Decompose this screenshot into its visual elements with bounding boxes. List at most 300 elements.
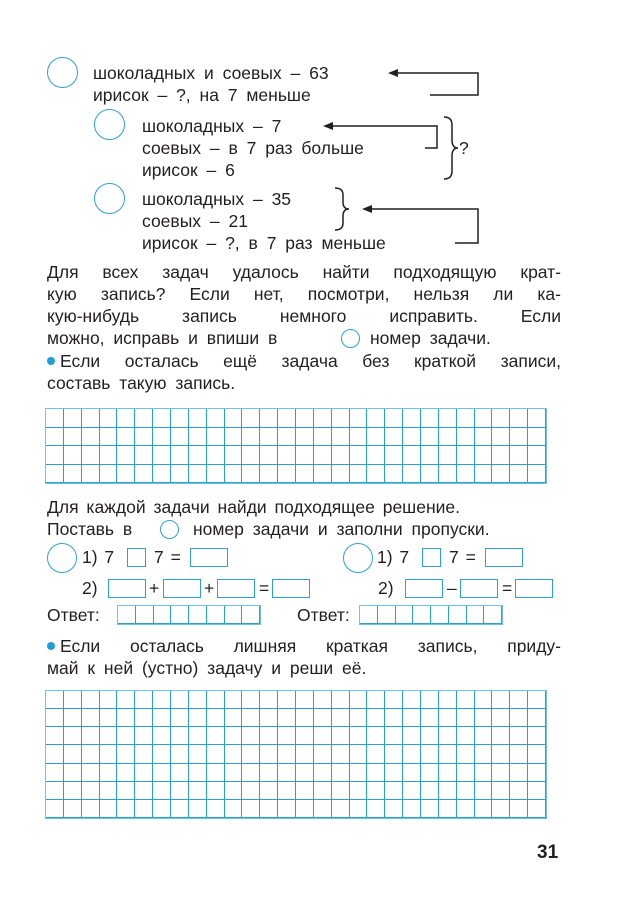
grid-cell[interactable] (385, 727, 403, 745)
grid-cell[interactable] (189, 428, 207, 447)
grid-cell[interactable] (117, 745, 135, 763)
grid-cell[interactable] (64, 709, 82, 727)
grid-cell[interactable] (225, 465, 243, 484)
grid-cell[interactable] (314, 800, 332, 818)
grid-cell[interactable] (457, 446, 475, 465)
grid-cell[interactable] (475, 764, 493, 782)
grid-cell[interactable] (225, 727, 243, 745)
grid-cell[interactable] (403, 782, 421, 800)
grid-cell[interactable] (207, 465, 225, 484)
grid-cell[interactable] (367, 691, 385, 709)
grid-cell[interactable] (260, 691, 278, 709)
grid-cell[interactable] (332, 446, 350, 465)
problem-number-circle[interactable] (343, 543, 373, 573)
grid-cell[interactable] (439, 446, 457, 465)
answer-box[interactable] (272, 579, 310, 598)
grid-cell[interactable] (314, 709, 332, 727)
grid-cell[interactable] (332, 727, 350, 745)
grid-cell[interactable] (457, 691, 475, 709)
grid-cell[interactable] (510, 691, 528, 709)
grid-cell[interactable] (385, 428, 403, 447)
grid-cell[interactable] (439, 764, 457, 782)
grid-cell[interactable] (171, 745, 189, 763)
grid-cell[interactable] (421, 745, 439, 763)
grid-cell[interactable] (484, 606, 502, 624)
answer-box[interactable] (515, 579, 553, 598)
answer-box[interactable] (108, 579, 146, 598)
grid-cell[interactable] (278, 727, 296, 745)
grid-cell[interactable] (46, 782, 64, 800)
grid-cell[interactable] (117, 782, 135, 800)
answer-cells[interactable] (359, 605, 503, 625)
grid-cell[interactable] (278, 691, 296, 709)
grid-cell[interactable] (64, 800, 82, 818)
grid-cell[interactable] (46, 727, 64, 745)
grid-cell[interactable] (332, 691, 350, 709)
grid-cell[interactable] (46, 446, 64, 465)
grid-cell[interactable] (260, 709, 278, 727)
grid-cell[interactable] (117, 764, 135, 782)
grid-cell[interactable] (189, 727, 207, 745)
grid-cell[interactable] (528, 691, 546, 709)
grid-cell[interactable] (135, 782, 153, 800)
grid-cell[interactable] (118, 606, 136, 624)
grid-cell[interactable] (403, 745, 421, 763)
grid-cell[interactable] (207, 764, 225, 782)
grid-cell[interactable] (296, 409, 314, 428)
grid-cell[interactable] (153, 745, 171, 763)
grid-cell[interactable] (332, 465, 350, 484)
grid-cell[interactable] (378, 606, 396, 624)
grid-cell[interactable] (332, 782, 350, 800)
grid-cell[interactable] (225, 782, 243, 800)
grid-cell[interactable] (296, 446, 314, 465)
grid-cell[interactable] (314, 691, 332, 709)
grid-cell[interactable] (350, 745, 368, 763)
grid-cell[interactable] (367, 745, 385, 763)
grid-cell[interactable] (260, 782, 278, 800)
grid-cell[interactable] (171, 465, 189, 484)
grid-cell[interactable] (135, 691, 153, 709)
grid-cell[interactable] (449, 606, 467, 624)
grid-cell[interactable] (314, 409, 332, 428)
grid-cell[interactable] (100, 409, 118, 428)
grid-cell[interactable] (385, 764, 403, 782)
grid-cell[interactable] (528, 465, 546, 484)
grid-cell[interactable] (332, 409, 350, 428)
grid-cell[interactable] (242, 691, 260, 709)
grid-cell[interactable] (528, 764, 546, 782)
grid-cell[interactable] (457, 428, 475, 447)
grid-cell[interactable] (82, 409, 100, 428)
grid-cell[interactable] (64, 727, 82, 745)
grid-cell[interactable] (64, 782, 82, 800)
grid-cell[interactable] (421, 465, 439, 484)
grid-cell[interactable] (296, 709, 314, 727)
grid-cell[interactable] (457, 764, 475, 782)
grid-cell[interactable] (350, 800, 368, 818)
grid-cell[interactable] (510, 428, 528, 447)
grid-cell[interactable] (242, 606, 260, 624)
grid-cell[interactable] (457, 727, 475, 745)
grid-cell[interactable] (385, 409, 403, 428)
grid-cell[interactable] (189, 764, 207, 782)
writing-grid[interactable] (45, 690, 547, 819)
grid-cell[interactable] (385, 465, 403, 484)
grid-cell[interactable] (367, 446, 385, 465)
grid-cell[interactable] (135, 446, 153, 465)
grid-cell[interactable] (296, 764, 314, 782)
grid-cell[interactable] (242, 800, 260, 818)
grid-cell[interactable] (510, 745, 528, 763)
grid-cell[interactable] (242, 764, 260, 782)
grid-cell[interactable] (403, 764, 421, 782)
grid-cell[interactable] (296, 727, 314, 745)
grid-cell[interactable] (153, 764, 171, 782)
grid-cell[interactable] (385, 709, 403, 727)
grid-cell[interactable] (153, 691, 171, 709)
problem-number-circle[interactable] (47, 543, 77, 573)
grid-cell[interactable] (528, 782, 546, 800)
grid-cell[interactable] (278, 446, 296, 465)
grid-cell[interactable] (64, 465, 82, 484)
grid-cell[interactable] (475, 465, 493, 484)
grid-cell[interactable] (492, 764, 510, 782)
operator-box[interactable] (422, 548, 441, 567)
grid-cell[interactable] (189, 800, 207, 818)
grid-cell[interactable] (189, 782, 207, 800)
grid-cell[interactable] (260, 428, 278, 447)
answer-box[interactable] (217, 579, 255, 598)
grid-cell[interactable] (492, 727, 510, 745)
grid-cell[interactable] (457, 745, 475, 763)
grid-cell[interactable] (492, 446, 510, 465)
grid-cell[interactable] (46, 764, 64, 782)
result-box[interactable] (190, 548, 228, 567)
grid-cell[interactable] (360, 606, 378, 624)
grid-cell[interactable] (242, 782, 260, 800)
grid-cell[interactable] (82, 691, 100, 709)
grid-cell[interactable] (207, 709, 225, 727)
grid-cell[interactable] (475, 428, 493, 447)
grid-cell[interactable] (492, 782, 510, 800)
grid-cell[interactable] (492, 691, 510, 709)
grid-cell[interactable] (242, 446, 260, 465)
grid-cell[interactable] (135, 428, 153, 447)
grid-cell[interactable] (153, 782, 171, 800)
grid-cell[interactable] (207, 691, 225, 709)
grid-cell[interactable] (278, 709, 296, 727)
grid-cell[interactable] (225, 446, 243, 465)
grid-cell[interactable] (385, 446, 403, 465)
grid-cell[interactable] (260, 764, 278, 782)
grid-cell[interactable] (510, 800, 528, 818)
grid-cell[interactable] (367, 409, 385, 428)
grid-cell[interactable] (296, 465, 314, 484)
grid-cell[interactable] (189, 409, 207, 428)
grid-cell[interactable] (171, 606, 189, 624)
grid-cell[interactable] (117, 709, 135, 727)
grid-cell[interactable] (421, 691, 439, 709)
grid-cell[interactable] (153, 409, 171, 428)
grid-cell[interactable] (153, 709, 171, 727)
grid-cell[interactable] (492, 709, 510, 727)
grid-cell[interactable] (189, 465, 207, 484)
grid-cell[interactable] (100, 446, 118, 465)
grid-cell[interactable] (439, 709, 457, 727)
grid-cell[interactable] (439, 409, 457, 428)
grid-cell[interactable] (82, 745, 100, 763)
grid-cell[interactable] (135, 745, 153, 763)
grid-cell[interactable] (403, 709, 421, 727)
grid-cell[interactable] (278, 428, 296, 447)
grid-cell[interactable] (421, 782, 439, 800)
grid-cell[interactable] (82, 428, 100, 447)
grid-cell[interactable] (385, 800, 403, 818)
grid-cell[interactable] (439, 465, 457, 484)
grid-cell[interactable] (385, 691, 403, 709)
grid-cell[interactable] (100, 709, 118, 727)
grid-cell[interactable] (189, 691, 207, 709)
grid-cell[interactable] (492, 465, 510, 484)
grid-cell[interactable] (100, 691, 118, 709)
grid-cell[interactable] (367, 764, 385, 782)
grid-cell[interactable] (260, 465, 278, 484)
grid-cell[interactable] (82, 764, 100, 782)
grid-cell[interactable] (350, 709, 368, 727)
grid-cell[interactable] (510, 782, 528, 800)
grid-cell[interactable] (117, 446, 135, 465)
grid-cell[interactable] (260, 446, 278, 465)
grid-cell[interactable] (510, 446, 528, 465)
grid-cell[interactable] (100, 782, 118, 800)
grid-cell[interactable] (492, 428, 510, 447)
grid-cell[interactable] (82, 709, 100, 727)
grid-cell[interactable] (403, 800, 421, 818)
grid-cell[interactable] (385, 745, 403, 763)
grid-cell[interactable] (242, 709, 260, 727)
grid-cell[interactable] (225, 764, 243, 782)
grid-cell[interactable] (439, 428, 457, 447)
grid-cell[interactable] (528, 446, 546, 465)
grid-cell[interactable] (350, 691, 368, 709)
grid-cell[interactable] (278, 745, 296, 763)
grid-cell[interactable] (225, 691, 243, 709)
grid-cell[interactable] (82, 800, 100, 818)
grid-cell[interactable] (100, 465, 118, 484)
grid-cell[interactable] (64, 446, 82, 465)
grid-cell[interactable] (171, 782, 189, 800)
grid-cell[interactable] (403, 428, 421, 447)
grid-cell[interactable] (296, 745, 314, 763)
grid-cell[interactable] (260, 727, 278, 745)
grid-cell[interactable] (189, 745, 207, 763)
grid-cell[interactable] (135, 727, 153, 745)
grid-cell[interactable] (82, 465, 100, 484)
grid-cell[interactable] (64, 691, 82, 709)
grid-cell[interactable] (242, 409, 260, 428)
grid-cell[interactable] (403, 409, 421, 428)
grid-cell[interactable] (296, 428, 314, 447)
grid-cell[interactable] (171, 691, 189, 709)
grid-cell[interactable] (314, 727, 332, 745)
grid-cell[interactable] (314, 446, 332, 465)
grid-cell[interactable] (46, 465, 64, 484)
grid-cell[interactable] (431, 606, 449, 624)
grid-cell[interactable] (171, 764, 189, 782)
grid-cell[interactable] (153, 465, 171, 484)
grid-cell[interactable] (153, 428, 171, 447)
grid-cell[interactable] (296, 782, 314, 800)
grid-cell[interactable] (350, 764, 368, 782)
grid-cell[interactable] (207, 428, 225, 447)
operator-box[interactable] (127, 548, 146, 567)
grid-cell[interactable] (46, 709, 64, 727)
grid-cell[interactable] (242, 727, 260, 745)
grid-cell[interactable] (528, 409, 546, 428)
grid-cell[interactable] (528, 709, 546, 727)
grid-cell[interactable] (510, 465, 528, 484)
grid-cell[interactable] (117, 691, 135, 709)
grid-cell[interactable] (225, 800, 243, 818)
grid-cell[interactable] (100, 428, 118, 447)
answer-box[interactable] (460, 579, 498, 598)
answer-box[interactable] (163, 579, 201, 598)
grid-cell[interactable] (154, 606, 172, 624)
grid-cell[interactable] (421, 428, 439, 447)
grid-cell[interactable] (439, 727, 457, 745)
grid-cell[interactable] (510, 709, 528, 727)
grid-cell[interactable] (64, 745, 82, 763)
grid-cell[interactable] (367, 428, 385, 447)
grid-cell[interactable] (332, 428, 350, 447)
grid-cell[interactable] (278, 465, 296, 484)
grid-cell[interactable] (136, 606, 154, 624)
grid-cell[interactable] (153, 800, 171, 818)
grid-cell[interactable] (475, 782, 493, 800)
grid-cell[interactable] (510, 764, 528, 782)
grid-cell[interactable] (207, 782, 225, 800)
grid-cell[interactable] (332, 764, 350, 782)
answer-cells[interactable] (117, 605, 261, 625)
grid-cell[interactable] (350, 409, 368, 428)
grid-cell[interactable] (421, 409, 439, 428)
grid-cell[interactable] (492, 800, 510, 818)
grid-cell[interactable] (475, 446, 493, 465)
grid-cell[interactable] (117, 409, 135, 428)
grid-cell[interactable] (207, 606, 225, 624)
grid-cell[interactable] (189, 709, 207, 727)
grid-cell[interactable] (100, 745, 118, 763)
grid-cell[interactable] (135, 764, 153, 782)
grid-cell[interactable] (314, 428, 332, 447)
grid-cell[interactable] (350, 428, 368, 447)
grid-cell[interactable] (510, 727, 528, 745)
grid-cell[interactable] (421, 446, 439, 465)
grid-cell[interactable] (100, 800, 118, 818)
grid-cell[interactable] (439, 691, 457, 709)
grid-cell[interactable] (510, 409, 528, 428)
grid-cell[interactable] (64, 409, 82, 428)
grid-cell[interactable] (100, 764, 118, 782)
grid-cell[interactable] (82, 782, 100, 800)
grid-cell[interactable] (314, 764, 332, 782)
grid-cell[interactable] (403, 691, 421, 709)
grid-cell[interactable] (117, 428, 135, 447)
grid-cell[interactable] (225, 745, 243, 763)
grid-cell[interactable] (207, 727, 225, 745)
grid-cell[interactable] (189, 606, 207, 624)
grid-cell[interactable] (457, 709, 475, 727)
grid-cell[interactable] (457, 409, 475, 428)
grid-cell[interactable] (153, 446, 171, 465)
grid-cell[interactable] (225, 606, 243, 624)
grid-cell[interactable] (260, 409, 278, 428)
grid-cell[interactable] (367, 709, 385, 727)
grid-cell[interactable] (492, 745, 510, 763)
grid-cell[interactable] (475, 727, 493, 745)
grid-cell[interactable] (225, 709, 243, 727)
grid-cell[interactable] (421, 800, 439, 818)
grid-cell[interactable] (46, 745, 64, 763)
grid-cell[interactable] (260, 800, 278, 818)
grid-cell[interactable] (135, 800, 153, 818)
grid-cell[interactable] (467, 606, 485, 624)
grid-cell[interactable] (135, 409, 153, 428)
grid-cell[interactable] (332, 709, 350, 727)
grid-cell[interactable] (350, 727, 368, 745)
grid-cell[interactable] (100, 727, 118, 745)
grid-cell[interactable] (403, 727, 421, 745)
grid-cell[interactable] (260, 745, 278, 763)
grid-cell[interactable] (439, 800, 457, 818)
grid-cell[interactable] (475, 709, 493, 727)
grid-cell[interactable] (528, 745, 546, 763)
grid-cell[interactable] (117, 800, 135, 818)
grid-cell[interactable] (403, 465, 421, 484)
grid-cell[interactable] (207, 409, 225, 428)
grid-cell[interactable] (46, 428, 64, 447)
grid-cell[interactable] (242, 428, 260, 447)
grid-cell[interactable] (475, 409, 493, 428)
grid-cell[interactable] (171, 428, 189, 447)
grid-cell[interactable] (350, 465, 368, 484)
grid-cell[interactable] (492, 409, 510, 428)
grid-cell[interactable] (332, 800, 350, 818)
grid-cell[interactable] (475, 745, 493, 763)
grid-cell[interactable] (82, 727, 100, 745)
grid-cell[interactable] (421, 764, 439, 782)
grid-cell[interactable] (385, 782, 403, 800)
grid-cell[interactable] (314, 745, 332, 763)
grid-cell[interactable] (189, 446, 207, 465)
grid-cell[interactable] (278, 782, 296, 800)
grid-cell[interactable] (296, 691, 314, 709)
grid-cell[interactable] (528, 800, 546, 818)
grid-cell[interactable] (153, 727, 171, 745)
grid-cell[interactable] (367, 782, 385, 800)
grid-cell[interactable] (528, 428, 546, 447)
grid-cell[interactable] (457, 465, 475, 484)
grid-cell[interactable] (314, 465, 332, 484)
result-box[interactable] (485, 548, 523, 567)
grid-cell[interactable] (171, 709, 189, 727)
grid-cell[interactable] (207, 800, 225, 818)
grid-cell[interactable] (396, 606, 414, 624)
grid-cell[interactable] (367, 465, 385, 484)
grid-cell[interactable] (439, 782, 457, 800)
grid-cell[interactable] (332, 745, 350, 763)
